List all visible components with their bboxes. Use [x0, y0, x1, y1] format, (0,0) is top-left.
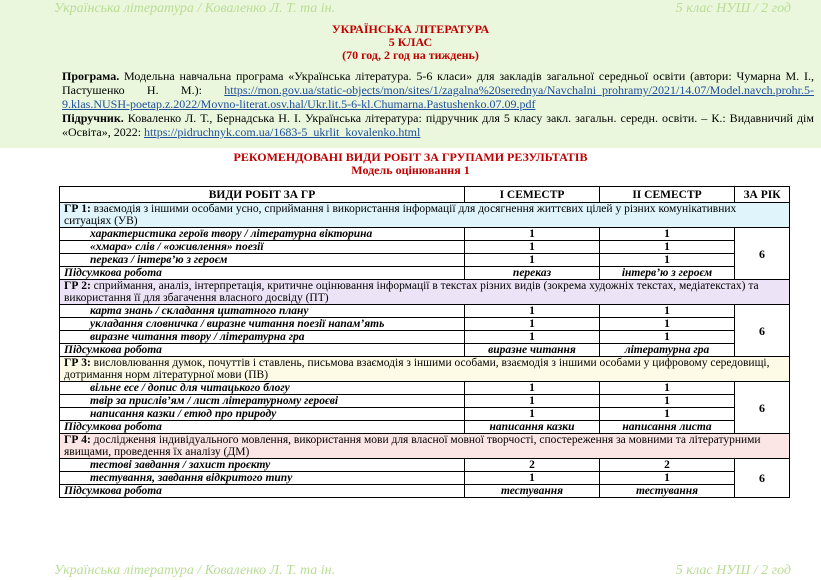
group-text: висловлювання думок, почуттів і ставлень, письмова взаємодія з іншими особами, взаємодія з іншими особами у цифровому середовищі, дотримання норм літературної мови (ПВ) [64, 357, 770, 381]
running-footer-left: Українська література / Коваленко Л. Т. та ін. [54, 563, 336, 578]
semester-1-cell: 1 [465, 331, 600, 344]
group-code: ГР 3: [64, 357, 91, 369]
table-header-row [60, 187, 790, 203]
summary-semester-2: написання листа [600, 421, 735, 434]
semester-1-cell: 1 [465, 228, 600, 241]
header-work-types: ВИДИ РОБІТ ЗА ГР [60, 187, 465, 203]
year-total-cell: 6 [735, 459, 790, 498]
title-grade: 5 КЛАС [388, 35, 433, 49]
semester-2-cell: 1 [600, 318, 735, 331]
group-description [60, 203, 790, 228]
title-subject: УКРАЇНСЬКА ЛІТЕРАТУРА [331, 22, 490, 36]
group-row-gr1 [60, 203, 790, 228]
task-cell: тестування, завдання відкритого типу [60, 472, 465, 485]
semester-2-cell: 1 [600, 241, 735, 254]
group-description [60, 357, 790, 382]
semester-1-cell: 1 [465, 254, 600, 267]
table-row [60, 305, 790, 318]
group-code: ГР 4: [64, 434, 91, 446]
task-cell: укладання словничка / виразне читання поезії напам’ять [60, 318, 465, 331]
semester-1-cell: 1 [465, 241, 600, 254]
header-semester-2: ІІ СЕМЕСТР [600, 187, 735, 203]
task-cell: карта знань / складання цитатного плану [60, 305, 465, 318]
task-cell: переказ / інтерв’ю з героєм [60, 254, 465, 267]
task-cell: тестові завдання / захист проєкту [60, 459, 465, 472]
semester-2-cell: 1 [600, 228, 735, 241]
semester-2-cell: 1 [600, 408, 735, 421]
task-cell: твір за прислів’ям / лист літературному героєві [60, 395, 465, 408]
running-header-left: Українська література / Коваленко Л. Т. та ін. [54, 1, 336, 16]
year-total-cell: 6 [735, 382, 790, 434]
program-label: Програма. [62, 69, 120, 83]
table-row [60, 472, 790, 485]
group-code: ГР 2: [64, 280, 91, 292]
group-text: взаємодія з іншими особами усно, сприймання і використання інформації для досягнення життєвих цілей у різних комунікативних ситуаціях (УВ) [64, 203, 737, 227]
summary-semester-2: інтерв’ю з героєм [600, 267, 735, 280]
year-total-cell: 6 [735, 228, 790, 280]
summary-semester-1: виразне читання [465, 344, 600, 357]
summary-semester-1: переказ [465, 267, 600, 280]
table-row [60, 331, 790, 344]
summary-semester-1: написання казки [465, 421, 600, 434]
semester-2-cell: 1 [600, 472, 735, 485]
header-year: ЗА РІК [735, 187, 790, 203]
summary-row [60, 267, 790, 280]
semester-2-cell: 2 [600, 459, 735, 472]
summary-semester-2: тестування [600, 485, 735, 498]
group-description [60, 280, 790, 305]
table-row [60, 382, 790, 395]
group-code: ГР 1: [64, 203, 91, 215]
group-text: сприймання, аналіз, інтерпретація, критичне оцінювання інформації в текстах різних видів (зокрема художніх текстах, медіатекстах) та використання її для збагачення власного досвіду (ПТ) [64, 280, 759, 304]
semester-2-cell: 1 [600, 395, 735, 408]
table-row [60, 318, 790, 331]
assessment-table [59, 186, 790, 498]
task-cell: виразне читання твору / літературна гра [60, 331, 465, 344]
summary-semester-1: тестування [465, 485, 600, 498]
table-row [60, 408, 790, 421]
group-row-gr3 [60, 357, 790, 382]
program-text: Модельна навчальна програма «Українська література. 5-6 класи» для закладів загальної середньої освіти (автори: Чумарна М. І., Пастушенко Н. М.): [62, 69, 814, 97]
group-row-gr4 [60, 434, 790, 459]
summary-label: Підсумкова робота [60, 421, 465, 434]
textbook-label: Підручник. [62, 111, 124, 125]
semester-1-cell: 1 [465, 472, 600, 485]
recommended-heading [0, 151, 821, 177]
summary-label: Підсумкова робота [60, 267, 465, 280]
document-title [0, 23, 821, 62]
task-cell: написання казки / етюд про природу [60, 408, 465, 421]
summary-label: Підсумкова робота [60, 485, 465, 498]
semester-1-cell: 1 [465, 395, 600, 408]
summary-row [60, 421, 790, 434]
table-row [60, 254, 790, 267]
semester-1-cell: 1 [465, 318, 600, 331]
summary-semester-2: літературна гра [600, 344, 735, 357]
semester-2-cell: 1 [600, 254, 735, 267]
table-row [60, 241, 790, 254]
semester-1-cell: 1 [465, 305, 600, 318]
summary-row [60, 344, 790, 357]
year-total-cell: 6 [735, 305, 790, 357]
title-hours: (70 год, 2 год на тиждень) [342, 48, 479, 62]
table-row [60, 459, 790, 472]
task-cell: вільне есе / допис для читацького блогу [60, 382, 465, 395]
group-row-gr2 [60, 280, 790, 305]
header-semester-1: І СЕМЕСТР [465, 187, 600, 203]
semester-2-cell: 1 [600, 305, 735, 318]
running-footer [0, 562, 821, 580]
running-footer-right: 5 клас НУШ / 2 год [675, 563, 791, 578]
table-row [60, 395, 790, 408]
task-cell: характеристика героїв твору / літературна вікторина [60, 228, 465, 241]
semester-2-cell: 1 [600, 331, 735, 344]
semester-2-cell: 1 [600, 382, 735, 395]
group-description [60, 434, 790, 459]
textbook-text: Коваленко Л. Т., Бернадська Н. І. Українська література: підручник для 5 класу закл. загальн. середн. освіти. – К.: Видавничий дім «Освіта», 2022: [62, 111, 814, 139]
running-header-right: 5 клас НУШ / 2 год [675, 1, 791, 16]
program-paragraph [62, 69, 814, 111]
recommended-subtitle: Модель оцінювання 1 [351, 163, 470, 177]
semester-1-cell: 2 [465, 459, 600, 472]
textbook-link[interactable]: https://pidruchnyk.com.ua/1683-5_ukrlit_kovalenko.html [144, 125, 421, 139]
summary-row [60, 485, 790, 498]
semester-1-cell: 1 [465, 382, 600, 395]
task-cell: «хмара» слів / «оживлення» поезії [60, 241, 465, 254]
semester-1-cell: 1 [465, 408, 600, 421]
running-header-top [0, 0, 821, 18]
summary-label: Підсумкова робота [60, 344, 465, 357]
program-info [62, 69, 814, 139]
textbook-paragraph [62, 111, 814, 139]
table-row [60, 228, 790, 241]
group-text: дослідження індивідуального мовлення, використання мови для власної мовної творчості, спостереження за мовними та літературними явищами, проведення їх аналізу (ДМ) [64, 434, 761, 458]
recommended-title: РЕКОМЕНДОВАНІ ВИДИ РОБІТ ЗА ГРУПАМИ РЕЗУЛЬТАТІВ [233, 150, 588, 164]
program-link[interactable]: https://mon.gov.ua/static-objects/mon/sites/1/zagalna%20serednya/Navchalni_prohramy/2021/14.07/Model.navch.prohr.5-9.klas.NUSH-poetap.z.2022/Movno-literat.osv.hal/Ukr.lit.5-6-kl.Chumarna.Pastushenko.07.09.pdf [62, 83, 814, 111]
